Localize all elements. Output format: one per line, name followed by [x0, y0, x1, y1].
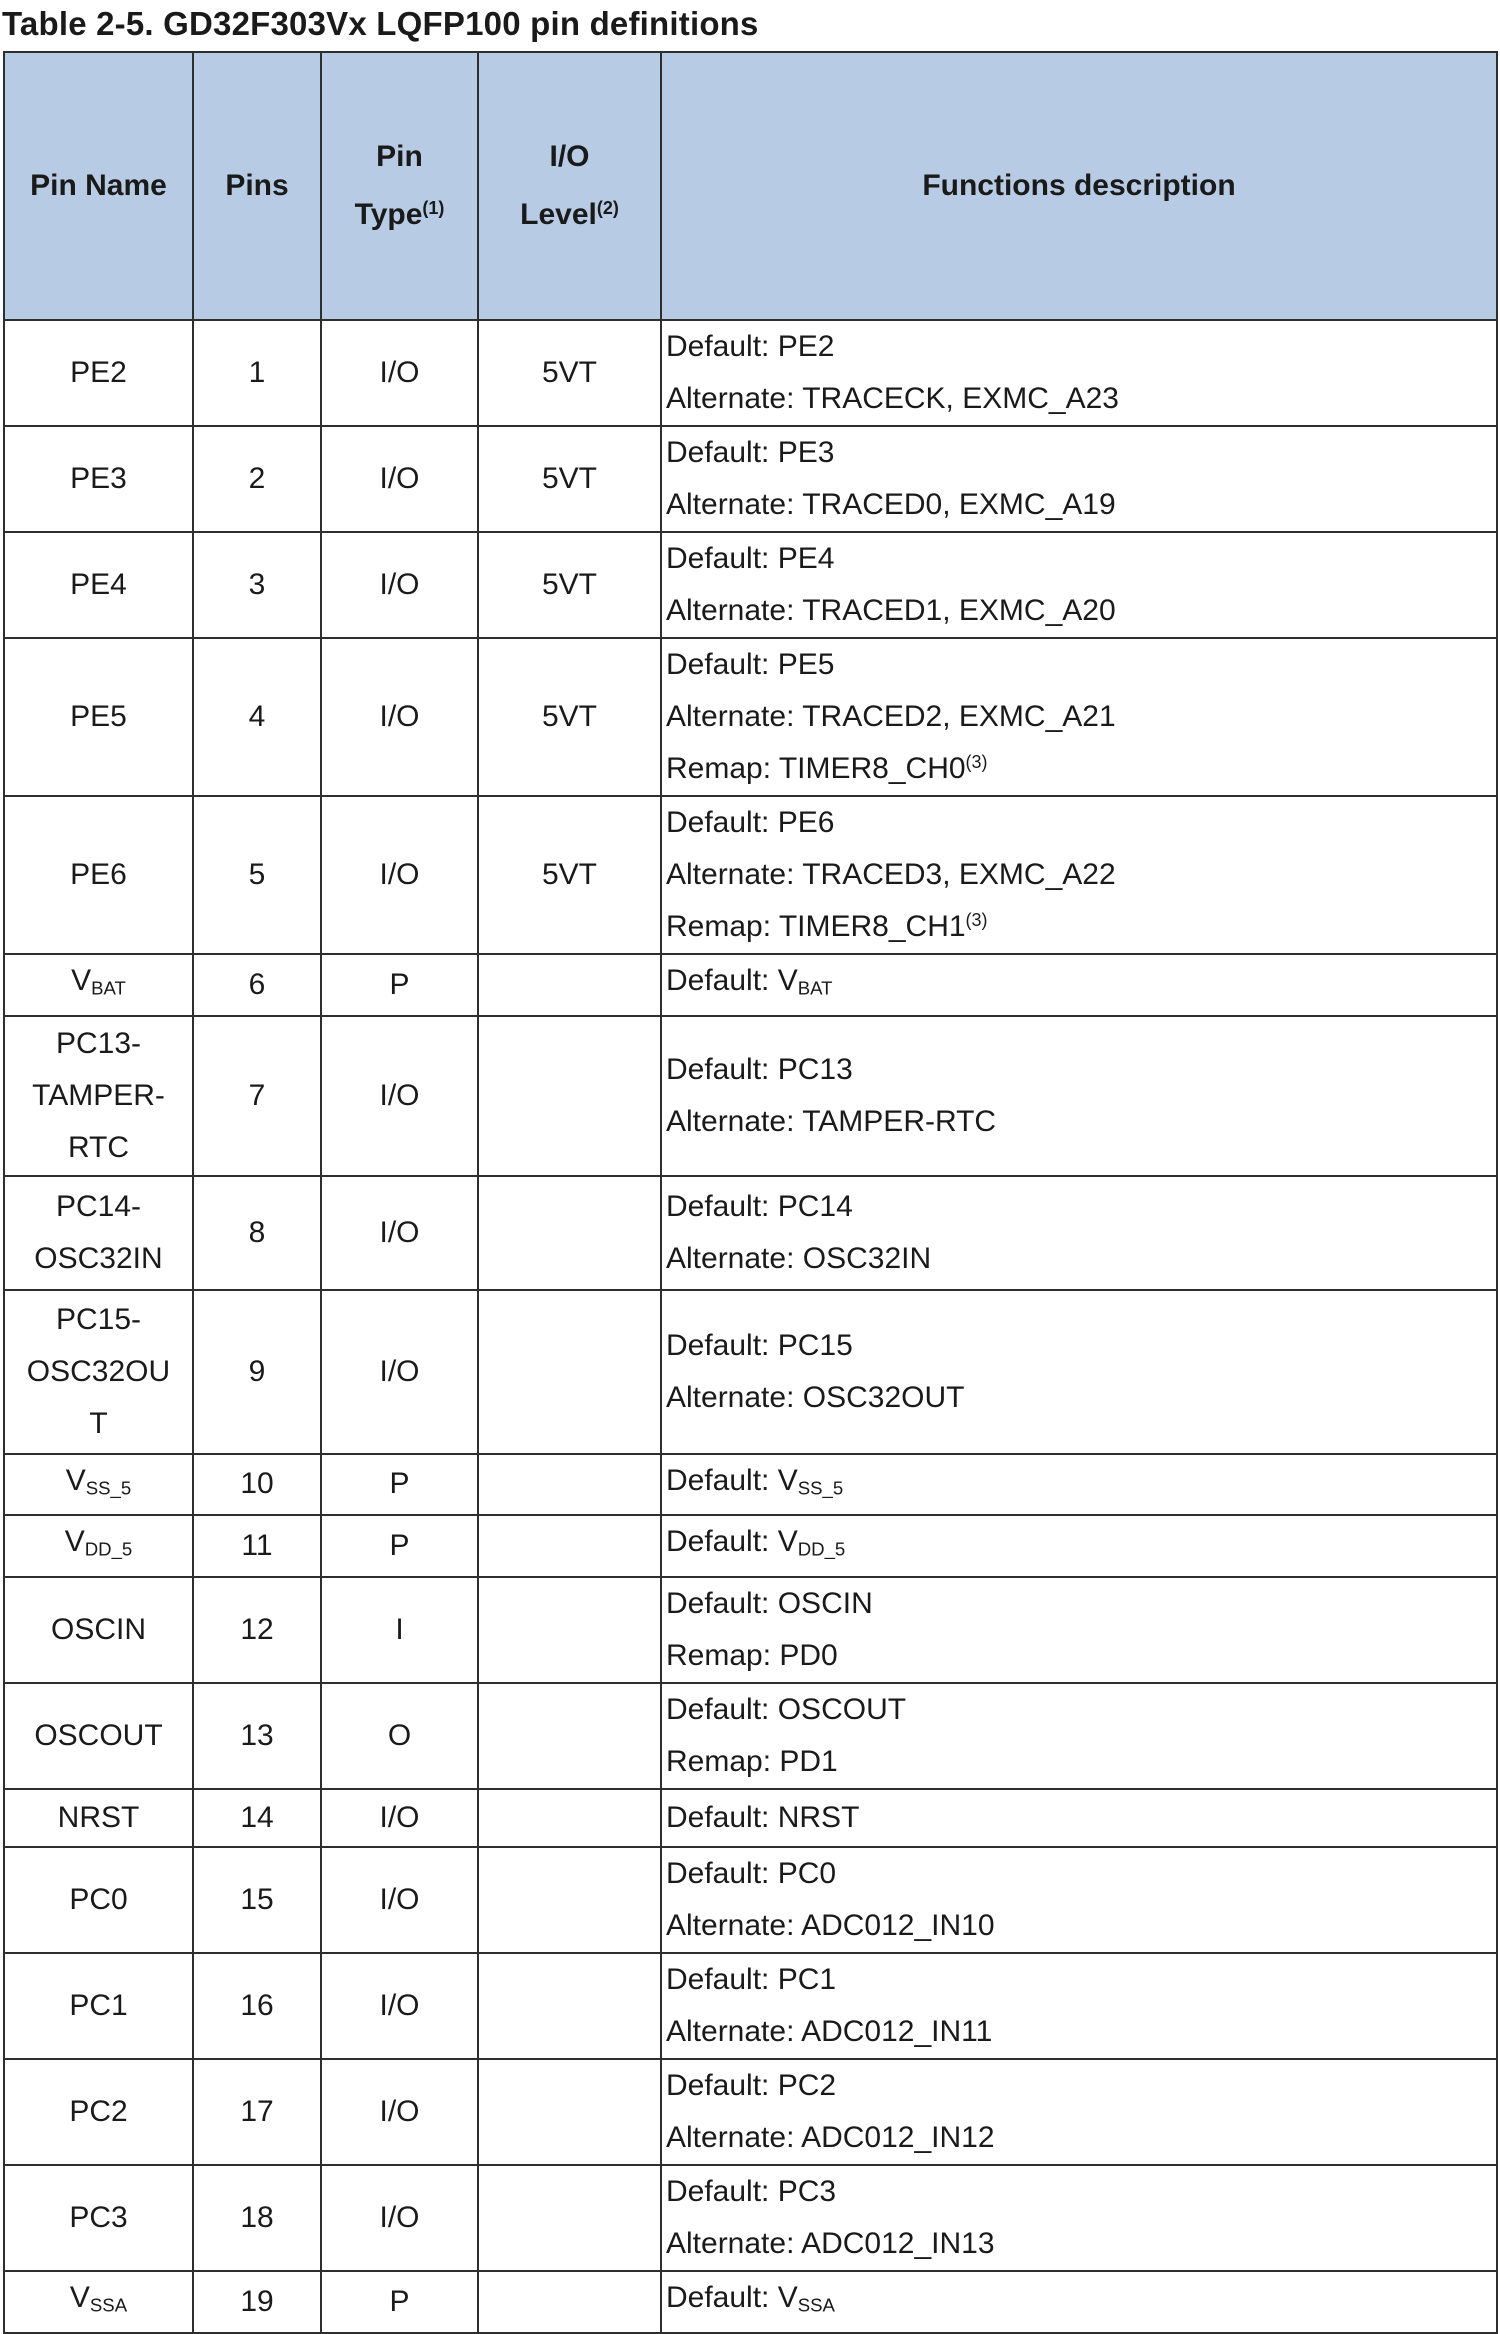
pin-name-text: PE2: [70, 356, 127, 389]
pin-name-text: OSCIN: [50, 1612, 146, 1646]
function-line: [666, 479, 1496, 531]
function-text: Default: PC2: [666, 2068, 837, 2102]
cell-io-level: 5VT: [478, 532, 661, 638]
pin-name-line: TAMPER-: [32, 1078, 165, 1112]
pin-name-line: OSC32OU: [26, 1354, 171, 1388]
table-row: [4, 1176, 1497, 1290]
function-text: Default: V: [666, 964, 798, 997]
table-row: [4, 1577, 1497, 1683]
cell-pin-name: [4, 1290, 193, 1454]
function-text: Default: PE2: [666, 330, 835, 363]
function-text: Alternate: ADC012_IN10: [666, 1908, 995, 1942]
cell-functions: [661, 1683, 1497, 1789]
cell-pin-type: I/O: [321, 426, 478, 532]
function-text: Default: PC0: [666, 1856, 837, 1890]
function-line: [666, 1736, 1496, 1788]
cell-pin-number: 14: [193, 1789, 321, 1847]
cell-pin-name: [4, 2271, 193, 2333]
cell-pin-name: [4, 1789, 193, 1847]
cell-pin-number: 2: [193, 426, 321, 532]
function-line: [666, 585, 1496, 637]
table-row: [4, 954, 1497, 1016]
table-row: [4, 1016, 1497, 1176]
function-text: Default: OSCIN: [666, 1586, 873, 1620]
function-line: [666, 691, 1496, 743]
cell-pin-number: 7: [193, 1016, 321, 1176]
cell-pin-name: [4, 1515, 193, 1577]
table-row: [4, 320, 1497, 426]
cell-pin-number: 5: [193, 796, 321, 954]
function-text: Remap: TIMER8_CH0: [666, 752, 966, 785]
header-functions: Functions description: [661, 52, 1497, 320]
cell-pin-number: 15: [193, 1847, 321, 1953]
cell-pin-type: I/O: [321, 320, 478, 426]
cell-pin-number: 18: [193, 2165, 321, 2271]
pin-name-text: PC2: [69, 2094, 128, 2128]
function-line: [666, 743, 1496, 795]
pin-name-text: PC0: [69, 1882, 128, 1916]
pin-definitions-table: [3, 51, 1498, 2334]
function-subscript: SS_5: [797, 1477, 844, 1499]
table-row: [4, 1789, 1497, 1847]
cell-io-level: [478, 1789, 661, 1847]
cell-pin-name: [4, 954, 193, 1016]
function-text: Alternate: ADC012_IN11: [666, 2014, 993, 2048]
function-text: Default: PC14: [666, 1189, 853, 1223]
cell-pin-name: [4, 1454, 193, 1516]
header-pin-name: Pin Name: [4, 52, 193, 320]
cell-pin-number: 12: [193, 1577, 321, 1683]
cell-pin-number: 1: [193, 320, 321, 426]
pin-name-subscript: SS_5: [85, 1477, 132, 1499]
function-line: [666, 427, 1496, 479]
table-row: [4, 426, 1497, 532]
function-text: Remap: PD0: [666, 1638, 838, 1672]
cell-functions: [661, 320, 1497, 426]
header-pin-type-line2: [322, 186, 477, 244]
table-row: [4, 1454, 1497, 1516]
function-text: Remap: TIMER8_CH1: [666, 910, 966, 943]
pin-name-line: PC14-: [55, 1189, 142, 1223]
function-line: [666, 797, 1496, 849]
function-text: Alternate: TAMPER-RTC: [666, 1104, 997, 1138]
cell-io-level: [478, 1847, 661, 1953]
function-text: Default: PC1: [666, 1962, 837, 1996]
function-text: Default: PC15: [666, 1328, 853, 1362]
cell-pin-number: 10: [193, 1454, 321, 1516]
cell-pin-number: 8: [193, 1176, 321, 1290]
cell-functions: [661, 532, 1497, 638]
footnote-ref: (3): [965, 910, 988, 931]
cell-io-level: [478, 1454, 661, 1516]
pin-name-text: PE5: [70, 700, 127, 733]
pin-name-subscript: DD_5: [84, 1538, 133, 1560]
cell-pin-type: I/O: [321, 1789, 478, 1847]
function-text: Alternate: OSC32IN: [666, 1241, 932, 1275]
pin-name-text: V: [71, 964, 92, 997]
cell-pin-number: 6: [193, 954, 321, 1016]
function-text: Alternate: ADC012_IN12: [666, 2120, 995, 2154]
pin-name-text: V: [64, 1525, 85, 1559]
cell-pin-name: [4, 1953, 193, 2059]
table-row: [4, 2059, 1497, 2165]
cell-pin-type: I/O: [321, 2165, 478, 2271]
pin-name-line: PC13-: [55, 1026, 142, 1060]
cell-io-level: [478, 1577, 661, 1683]
function-line: [666, 1181, 1496, 1233]
pin-name-text: V: [69, 2280, 90, 2314]
function-line: [666, 901, 1496, 953]
function-line: [666, 1954, 1496, 2006]
cell-io-level: [478, 1016, 661, 1176]
cell-functions: [661, 1577, 1497, 1683]
cell-functions: [661, 1016, 1497, 1176]
pin-name-line: PC15-: [55, 1302, 142, 1336]
cell-io-level: [478, 2165, 661, 2271]
cell-pin-type: I: [321, 1577, 478, 1683]
cell-pin-name: [4, 796, 193, 954]
table-caption: Table 2-5. GD32F303Vx LQFP100 pin definitions: [2, 5, 759, 42]
cell-io-level: [478, 1953, 661, 2059]
function-text: Alternate: TRACED2, EXMC_A21: [666, 700, 1116, 733]
pin-name-text: PC3: [69, 2200, 128, 2234]
function-line: [666, 1320, 1496, 1372]
cell-pin-type: O: [321, 1683, 478, 1789]
table-row: [4, 1847, 1497, 1953]
function-text: Default: PC3: [666, 2174, 837, 2208]
cell-pin-number: 13: [193, 1683, 321, 1789]
function-line: [666, 1096, 1496, 1148]
cell-pin-number: 3: [193, 532, 321, 638]
function-line: [666, 533, 1496, 585]
function-text: Alternate: TRACED3, EXMC_A22: [666, 858, 1116, 891]
header-pin-type: [321, 52, 478, 320]
function-text: Default: NRST: [666, 1800, 860, 1834]
pin-name-text: V: [65, 1463, 86, 1497]
cell-pin-name: [4, 1847, 193, 1953]
table-row: [4, 1515, 1497, 1577]
table-row: [4, 1953, 1497, 2059]
cell-functions: [661, 796, 1497, 954]
function-line: [666, 2218, 1496, 2270]
cell-functions: [661, 954, 1497, 1016]
function-line: [666, 1372, 1496, 1424]
cell-functions: [661, 1847, 1497, 1953]
cell-io-level: 5VT: [478, 638, 661, 796]
cell-pin-type: P: [321, 1515, 478, 1577]
pin-name-text: PE3: [70, 462, 127, 495]
cell-pin-name: [4, 1176, 193, 1290]
table-row: [4, 796, 1497, 954]
function-subscript: DD_5: [797, 1538, 846, 1560]
cell-pin-name: [4, 1016, 193, 1176]
cell-pin-number: 17: [193, 2059, 321, 2165]
table-row: [4, 638, 1497, 796]
cell-functions: [661, 1454, 1497, 1516]
function-line: [666, 1516, 1496, 1576]
function-line: [666, 849, 1496, 901]
cell-pin-type: P: [321, 954, 478, 1016]
function-text: Default: V: [666, 1525, 798, 1559]
function-text: Default: V: [666, 1463, 798, 1497]
function-line: [666, 1455, 1496, 1515]
cell-pin-name: [4, 532, 193, 638]
function-line: [666, 2060, 1496, 2112]
pin-name-line: OSC32IN: [34, 1241, 163, 1275]
cell-io-level: 5VT: [478, 426, 661, 532]
cell-io-level: 5VT: [478, 320, 661, 426]
cell-pin-type: I/O: [321, 2059, 478, 2165]
cell-pin-number: 9: [193, 1290, 321, 1454]
cell-io-level: [478, 1515, 661, 1577]
cell-pin-type: I/O: [321, 532, 478, 638]
function-text: Default: PE6: [666, 806, 835, 839]
cell-io-level: [478, 954, 661, 1016]
cell-pin-type: I/O: [321, 1953, 478, 2059]
cell-pin-name: [4, 1577, 193, 1683]
header-io-level-line1: I/O: [549, 140, 590, 173]
function-line: [666, 1684, 1496, 1736]
function-line: [666, 1792, 1496, 1844]
cell-pin-type: I/O: [321, 638, 478, 796]
table-row: [4, 2165, 1497, 2271]
function-text: Default: V: [666, 2280, 798, 2314]
cell-functions: [661, 2059, 1497, 2165]
pin-name-text: OSCOUT: [34, 1718, 163, 1752]
function-line: [666, 321, 1496, 373]
function-line: [666, 2272, 1496, 2332]
header-pin-type-text: Type: [354, 198, 423, 231]
cell-functions: [661, 2165, 1497, 2271]
cell-io-level: 5VT: [478, 796, 661, 954]
function-text: Default: PE3: [666, 436, 835, 469]
cell-functions: [661, 426, 1497, 532]
cell-pin-number: 16: [193, 1953, 321, 2059]
function-line: [666, 2006, 1496, 2058]
cell-functions: [661, 2271, 1497, 2333]
function-line: [666, 1233, 1496, 1285]
function-line: [666, 1848, 1496, 1900]
cell-pin-type: P: [321, 1454, 478, 1516]
cell-pin-type: I/O: [321, 796, 478, 954]
pin-name-text: NRST: [57, 1800, 140, 1834]
header-io-level: [478, 52, 661, 320]
cell-io-level: [478, 2059, 661, 2165]
header-pins: Pins: [193, 52, 321, 320]
pin-name-text: PE6: [70, 858, 127, 891]
header-io-level-text: Level: [520, 198, 597, 231]
cell-pin-number: 11: [193, 1515, 321, 1577]
table-row: [4, 532, 1497, 638]
function-line: [666, 1900, 1496, 1952]
table-row: [4, 1683, 1497, 1789]
cell-functions: [661, 638, 1497, 796]
cell-io-level: [478, 1290, 661, 1454]
pin-name-text: PC1: [69, 1988, 128, 2022]
cell-io-level: [478, 1176, 661, 1290]
cell-pin-type: I/O: [321, 1290, 478, 1454]
cell-pin-type: P: [321, 2271, 478, 2333]
function-line: [666, 955, 1496, 1015]
cell-functions: [661, 1789, 1497, 1847]
cell-functions: [661, 1176, 1497, 1290]
cell-pin-type: I/O: [321, 1847, 478, 1953]
footnote-ref: (2): [596, 198, 619, 219]
function-line: [666, 1630, 1496, 1682]
cell-pin-number: 4: [193, 638, 321, 796]
function-text: Default: PC13: [666, 1052, 853, 1086]
function-line: [666, 2166, 1496, 2218]
function-text: Alternate: OSC32OUT: [666, 1380, 965, 1414]
cell-pin-name: [4, 2165, 193, 2271]
function-text: Alternate: TRACED0, EXMC_A19: [666, 488, 1116, 521]
cell-functions: [661, 1515, 1497, 1577]
pin-name-subscript: BAT: [91, 977, 126, 999]
table-row: [4, 1290, 1497, 1454]
function-line: [666, 373, 1496, 425]
function-subscript: BAT: [797, 977, 833, 999]
function-line: [666, 1578, 1496, 1630]
cell-pin-name: [4, 426, 193, 532]
cell-pin-type: I/O: [321, 1016, 478, 1176]
cell-pin-name: [4, 638, 193, 796]
cell-io-level: [478, 2271, 661, 2333]
function-text: Alternate: TRACECK, EXMC_A23: [666, 382, 1119, 415]
cell-pin-name: [4, 1683, 193, 1789]
function-line: [666, 639, 1496, 691]
function-subscript: SSA: [797, 2294, 835, 2316]
function-line: [666, 2112, 1496, 2164]
pin-name-text: PE4: [70, 568, 127, 601]
footnote-ref: (3): [965, 752, 988, 773]
function-text: Default: PE4: [666, 542, 835, 575]
cell-functions: [661, 1290, 1497, 1454]
cell-pin-name: [4, 2059, 193, 2165]
function-line: [666, 1044, 1496, 1096]
function-text: Remap: PD1: [666, 1744, 838, 1778]
header-row: [4, 52, 1497, 320]
cell-functions: [661, 1953, 1497, 2059]
function-text: Alternate: TRACED1, EXMC_A20: [666, 594, 1116, 627]
function-text: Default: PE5: [666, 648, 835, 681]
pin-name-subscript: SSA: [89, 2294, 128, 2316]
cell-pin-number: 19: [193, 2271, 321, 2333]
pin-name-line: T: [89, 1406, 108, 1440]
cell-io-level: [478, 1683, 661, 1789]
header-pin-type-line1: Pin: [376, 140, 423, 173]
table-row: [4, 2271, 1497, 2333]
footnote-ref: (1): [422, 198, 445, 219]
header-io-level-line2: [479, 186, 660, 244]
cell-pin-type: I/O: [321, 1176, 478, 1290]
pin-name-line: RTC: [67, 1130, 130, 1164]
function-text: Default: OSCOUT: [666, 1692, 907, 1726]
function-text: Alternate: ADC012_IN13: [666, 2226, 995, 2260]
table-body: [4, 320, 1497, 2333]
cell-pin-name: [4, 320, 193, 426]
